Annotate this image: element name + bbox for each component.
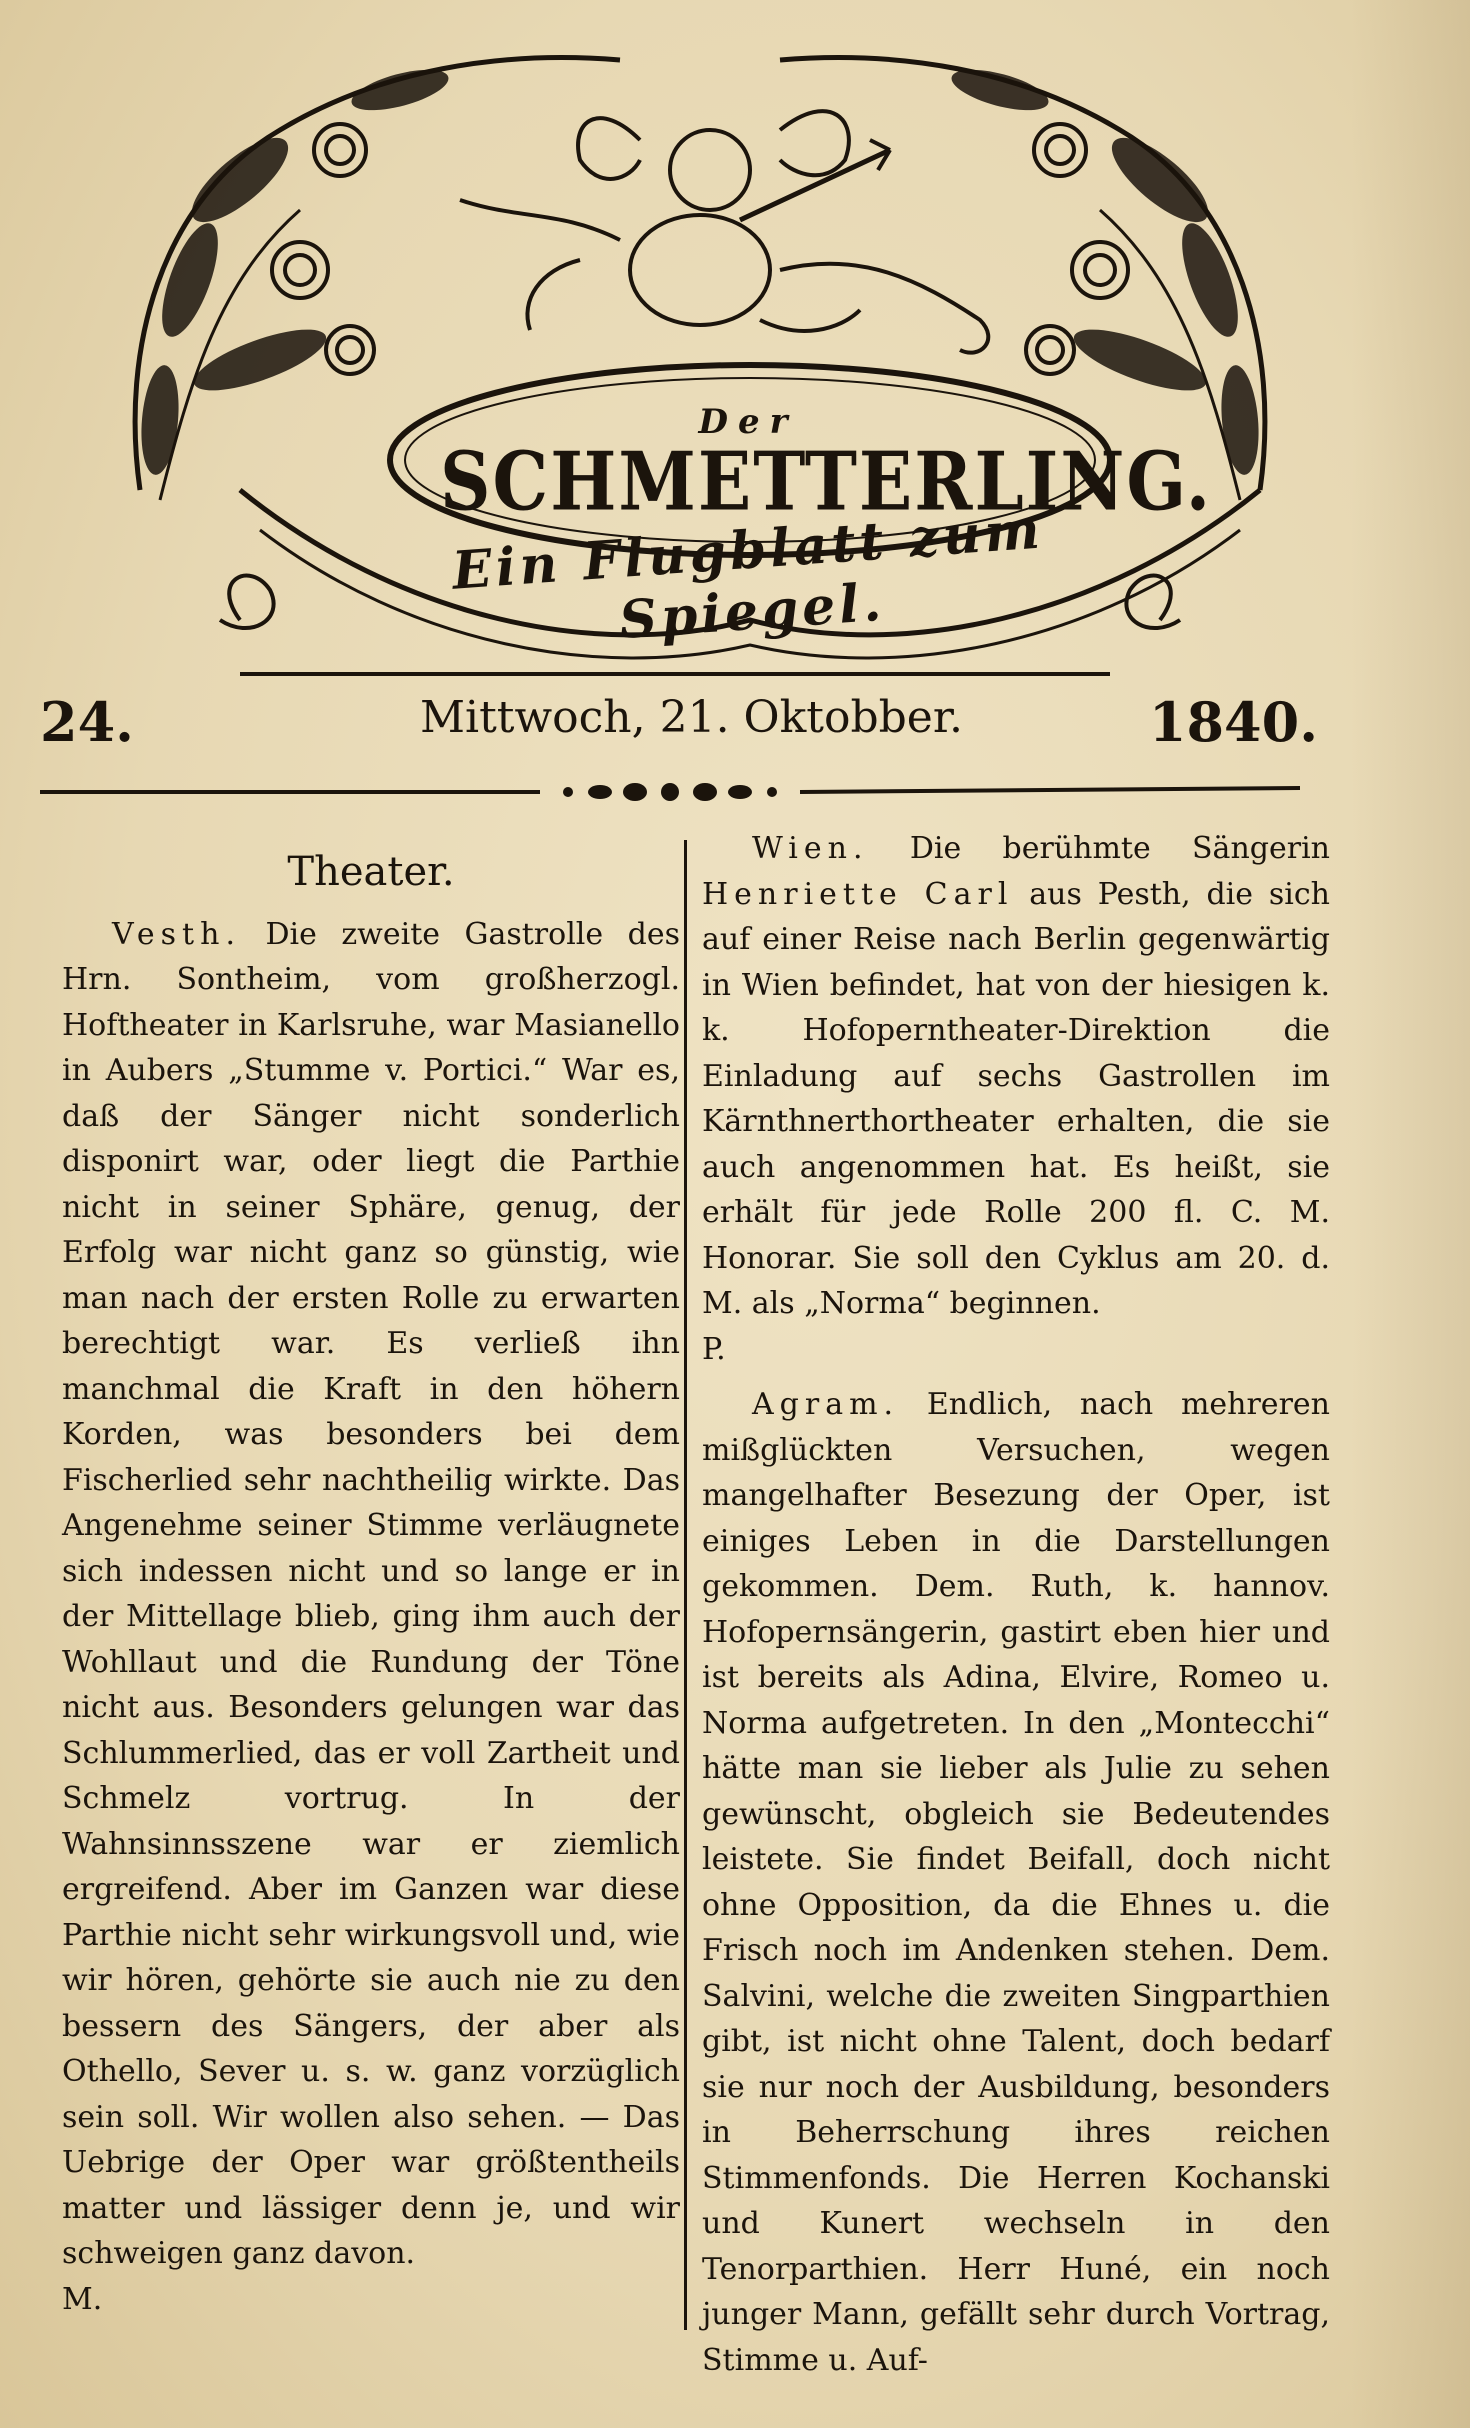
masthead-title: SCHMETTERLING.: [440, 433, 1213, 530]
issue-date: Mittwoch, 21. Oktobber.: [420, 692, 964, 743]
column-divider: [684, 840, 687, 2330]
masthead-der: Der: [698, 402, 798, 442]
dateline: [40, 690, 1320, 760]
article-body: aus Pesth, die sich auf einer Reise nach Berlin gegenwärtig in Wien befindet, hat von der hiesigen k. k. Hofoperntheater-Direktion die Einladung auf sechs Gastrollen im Kärnthnerthortheater erhalten, die sie auch angenommen hat. Es heißt, sie erhält für jede Rolle 200 fl. C. M. Honorar. Sie soll den Cyklus am 20. d. M. als „Norma“ beginnen.: [702, 876, 1330, 1321]
masthead-subtitle: Ein Flugblatt zum Spiegel.: [450, 499, 1046, 652]
article-pesth: [62, 912, 680, 2277]
top-rule: [240, 672, 1110, 676]
issue-number: 24.: [40, 690, 134, 754]
issue-year: 1840.: [1148, 690, 1318, 754]
right-column: [702, 826, 1330, 2383]
masthead: [100, 20, 1300, 660]
article-body: Die zweite Gastrolle des Hrn. Sontheim, vom großherzogl. Hoftheater in Karlsruhe, war Masianello in Aubers „Stumme v. Portici.“ War es, daß der Sänger nicht sonderlich disponirt war, oder liegt die Parthie nicht in seiner Sphäre, genug, der Erfolg war nicht ganz so günstig, wie man nach der ersten Rolle zu erwarten berechtigt war. Es verließ ihn manchmal die Kraft in den höhern Korden, was besonders bei dem Fischerlied sehr nachtheilig wirkte. Das Angenehme seiner Stimme verläugnete sich indessen nicht und so lange er in der Mittellage blieb, ging ihm auch der Wohllaut und die Rundung der Töne nicht aus. Besonders gelungen war das Schlummerlied, das er voll Zartheit und Schmelz vortrug. In der Wahnsinnsszene war er ziemlich ergreifend. Aber im Ganzen war diese Parthie nicht sehr wirkungsvoll und, wie wir hören, gehörte sie auch nie zu den bessern des Sängers, der aber als Othello, Sever u. s. w. ganz vorzüglich sein soll. Wir wollen also sehen. — Das Uebrige der Oper war größtentheils matter und lässiger denn je, und wir schweigen ganz davon.: [62, 916, 680, 2271]
article-place: Vesth.: [112, 916, 241, 952]
article-signature: P.: [702, 1331, 726, 1367]
ornamental-rule: [40, 770, 1300, 810]
article-signature: M.: [62, 2281, 103, 2317]
left-column: [62, 850, 680, 2322]
singer-name: Henriette Carl: [702, 876, 1014, 912]
article-body: Endlich, nach mehreren mißglückten Versuchen, wegen mangelhafter Besezung der Oper, ist einiges Leben in die Darstellungen gekommen. Dem. Ruth, k. hannov. Hofopernsängerin, gastirt eben hier und ist bereits als Adina, Elvire, Romeo u. Norma aufgetreten. In den „Montecchi“ hätte man sie lieber als Julie zu sehen gewünscht, obgleich sie Bedeutendes leistete. Sie findet Beifall, doch nicht ohne Opposition, da die Ehnes u. die Frisch noch im Andenken stehen. Dem. Salvini, welche die zweiten Singparthien gibt, ist nicht ohne Talent, doch bedarf sie nur noch der Ausbildung, besonders in Beherrschung ihres reichen Stimmenfonds. Die Herren Kochanski und Kunert wechseln in den Tenorparthien. Herr Huné, ein noch junger Mann, gefällt sehr durch Vortrag, Stimme u. Auf-: [702, 1387, 1330, 2378]
article-place: Agram.: [752, 1387, 900, 1422]
article-wien: [702, 826, 1330, 1327]
article-body: Die berühmte Sängerin: [909, 831, 1330, 866]
section-heading: Theater.: [287, 849, 455, 895]
page-shadow: [1350, 0, 1470, 2428]
article-place: Wien.: [752, 831, 869, 866]
article-agram: [702, 1382, 1330, 2383]
